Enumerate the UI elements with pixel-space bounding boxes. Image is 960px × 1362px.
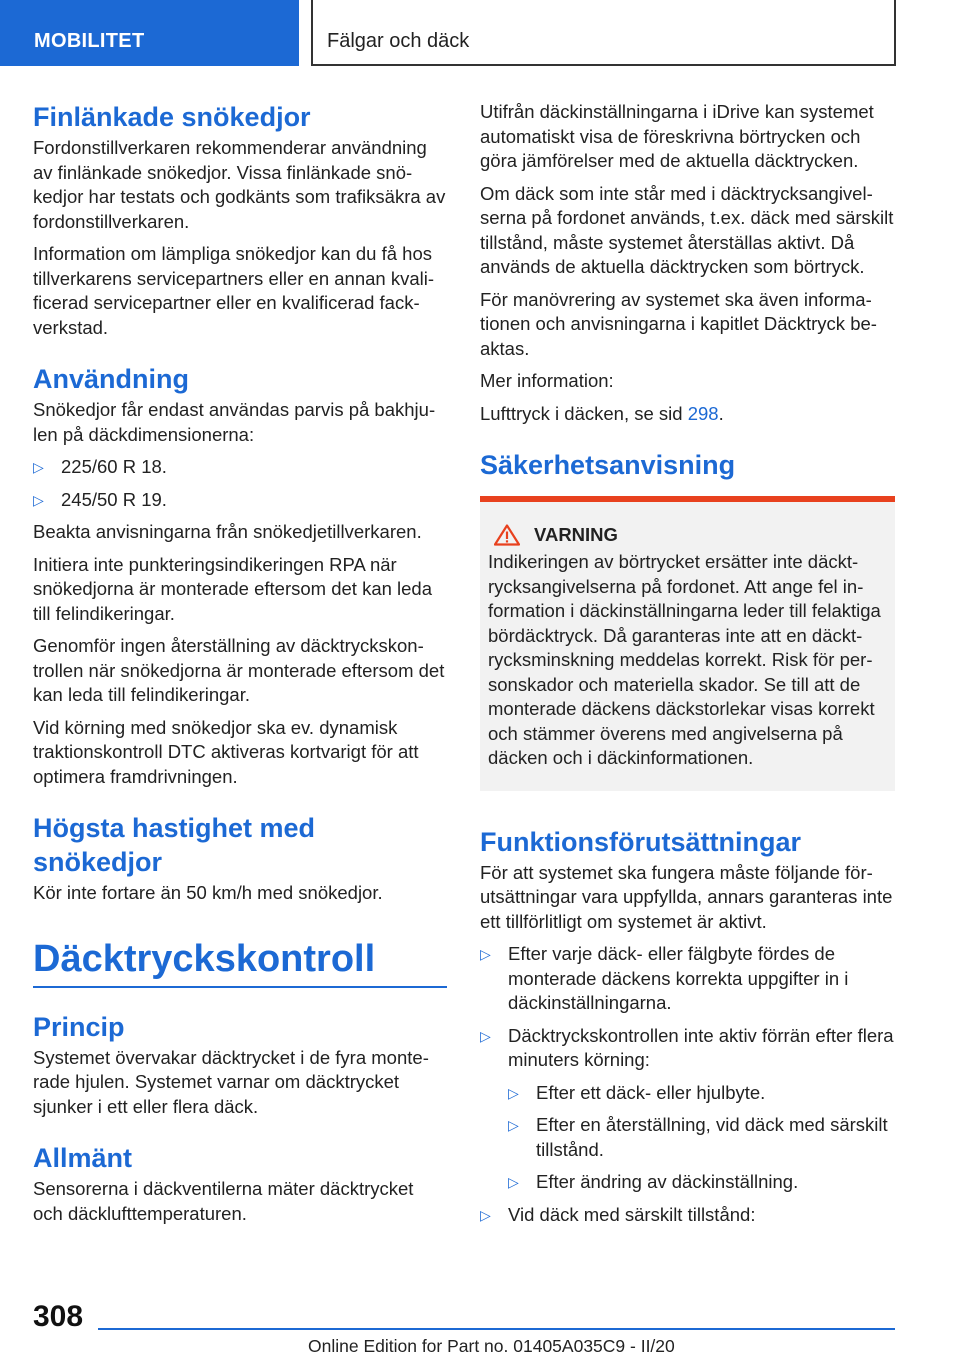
- list-item: [480, 1203, 895, 1228]
- list-item-text: Efter varje däck- eller fälgbyte fördes de monterade däckens korrekta uppgifter in i däckinställningarna.: [508, 943, 849, 1013]
- list-item-text: Däcktryckskontrollen inte aktiv förrän efter flera minuters körning:: [508, 1024, 894, 1070]
- paragraph: Initiera inte punkteringsindikeringen RPA när snökedjorna är monterade eftersom det kan leda till felindikeringar.: [33, 553, 433, 624]
- heading-anvandning: Användning: [33, 364, 189, 394]
- warning-triangle-icon: [494, 524, 520, 546]
- list-item: [480, 942, 895, 1016]
- triangle-bullet-icon: ▷: [480, 946, 491, 962]
- paragraph-with-reference: [480, 402, 895, 427]
- paragraph: Utifrån däckinställningarna i iDrive kan systemet automatiskt visa de föreskrivna börtrycken och göra jämförelser med de aktuella däcktrycken.: [480, 101, 874, 171]
- warning-header: [488, 524, 887, 546]
- footer-rule: [98, 1328, 895, 1330]
- page-reference-link[interactable]: 298: [687, 402, 719, 424]
- triangle-bullet-icon: ▷: [508, 1117, 519, 1133]
- triangle-bullet-icon: ▷: [33, 459, 44, 475]
- warning-box: [480, 496, 895, 791]
- sub-list-item: [508, 1170, 895, 1195]
- heading-sakerhetsanvisning: Säkerhetsanvisning: [480, 450, 736, 480]
- paragraph: Vid körning med snökedjor ska ev. dynamisk traktionskontroll DTC aktiveras kortvarigt för att optimera framdrivningen.: [33, 716, 419, 787]
- edition-footer: Online Edition for Part no. 01405A035C9 - II/20: [308, 1336, 675, 1356]
- list-item: [33, 455, 447, 480]
- list-item-text: Efter ett däck- eller hjulbyte.: [536, 1081, 766, 1103]
- section-title: Fälgar och däck: [311, 0, 896, 66]
- dimension-list: [33, 455, 447, 512]
- sub-list: [508, 1081, 895, 1195]
- paragraph: Mer information:: [480, 370, 614, 391]
- chapter-heading-dacktryckskontroll: Däcktryckskontroll: [33, 937, 376, 980]
- list-item-text: Efter ändring av däckinställning.: [536, 1171, 799, 1192]
- list-item-text: 245/50 R 19.: [61, 488, 167, 510]
- list-item-text: 225/60 R 18.: [61, 456, 167, 477]
- heading-princip: Princip: [33, 1011, 125, 1042]
- page-number: 308: [33, 1300, 84, 1333]
- paragraph: Sensorerna i däckventilerna mäter däcktrycket och däcklufttemperaturen.: [33, 1178, 414, 1224]
- triangle-bullet-icon: ▷: [508, 1174, 519, 1190]
- paragraph: Om däck som inte står med i däcktrycksangivelserna på fordonet används, t.ex. däck med särskilt tillstånd, måste systemet återställas aktivt. Då används de aktuella däcktrycken som börtryck.: [480, 182, 894, 277]
- heading-finlankade-snokedjor: Finlänkade snökedjor: [33, 102, 311, 132]
- triangle-bullet-icon: ▷: [508, 1084, 519, 1101]
- triangle-bullet-icon: ▷: [33, 491, 44, 508]
- paragraph: Snökedjor får endast användas parvis på bakhjulen på däckdimensionerna:: [33, 399, 436, 445]
- paragraph: Beakta anvisningarna från snökedjetillverkaren.: [33, 521, 422, 542]
- paragraph: För manövrering av systemet ska även informationen och anvisningarna i kapitlet Däcktryck beaktas.: [480, 288, 877, 359]
- warning-text: Indikeringen av börtrycket ersätter inte däcktrycksangivelserna på fordonet. Att ange fel information i däckinställningarna leder till felaktiga bördäcktryck. Då garanteras inte att en däcktrycksminskning meddelas korrekt. Risk för personskador och materiella skador. Se till att de monterade däckens däckstorlekar visas korrekt och stämmer överens med angivelserna på däcken och i däckinformationen.: [488, 551, 881, 768]
- heading-allmant: Allmänt: [33, 1143, 133, 1173]
- paragraph: Systemet övervakar däcktrycket i de fyra monterade hjulen. Systemet varnar om däcktrycket sjunker i ett eller flera däck.: [33, 1046, 429, 1117]
- chapter-tab: MOBILITET: [0, 0, 299, 66]
- triangle-bullet-icon: ▷: [480, 1206, 491, 1223]
- list-item: [33, 488, 447, 513]
- paragraph: Kör inte fortare än 50 km/h med snökedjor.: [33, 882, 383, 903]
- list-item-text: Vid däck med särskilt tillstånd:: [508, 1203, 756, 1225]
- paragraph: För att systemet ska fungera måste följande förutsättningar vara uppfyllda, annars garanteras inte ett tillförlitligt om systemet är aktivt.: [480, 861, 893, 932]
- heading-rule: [33, 986, 447, 988]
- sub-list-item: [508, 1081, 895, 1106]
- triangle-bullet-icon: ▷: [480, 1027, 491, 1044]
- sub-list-item: [508, 1113, 895, 1162]
- list-item: [480, 1024, 895, 1195]
- reference-text: Lufttryck i däcken, se sid: [480, 402, 688, 424]
- paragraph: Information om lämpliga snökedjor kan du få hos tillverkarens servicepartners eller en annan kvalificerad servicepartner eller en kvalificerad fackverkstad.: [33, 243, 435, 338]
- paragraph: Genomför ingen återställning av däcktryckskontrollen när snökedjorna är monterade eftersom det kan leda till felindikeringar.: [33, 635, 445, 705]
- reference-suffix: .: [718, 402, 724, 424]
- warning-title: VARNING: [534, 524, 618, 545]
- list-item-text: Efter en återställning, vid däck med särskilt tillstånd.: [536, 1114, 888, 1160]
- heading-funktionsforutsattningar: Funktionsförutsättningar: [480, 826, 801, 857]
- left-column: [33, 100, 447, 1234]
- paragraph: Fordonstillverkaren rekommenderar användning av finlänkade snökedjor. Vissa finlänkade snökedjor har testats och godkänts som trafiksäkra av fordonstillverkaren.: [33, 137, 446, 232]
- heading-hogsta-hastighet: Högsta hastighet med snökedjor: [33, 813, 316, 877]
- right-column: [480, 100, 895, 1235]
- requirement-list: [480, 942, 895, 1227]
